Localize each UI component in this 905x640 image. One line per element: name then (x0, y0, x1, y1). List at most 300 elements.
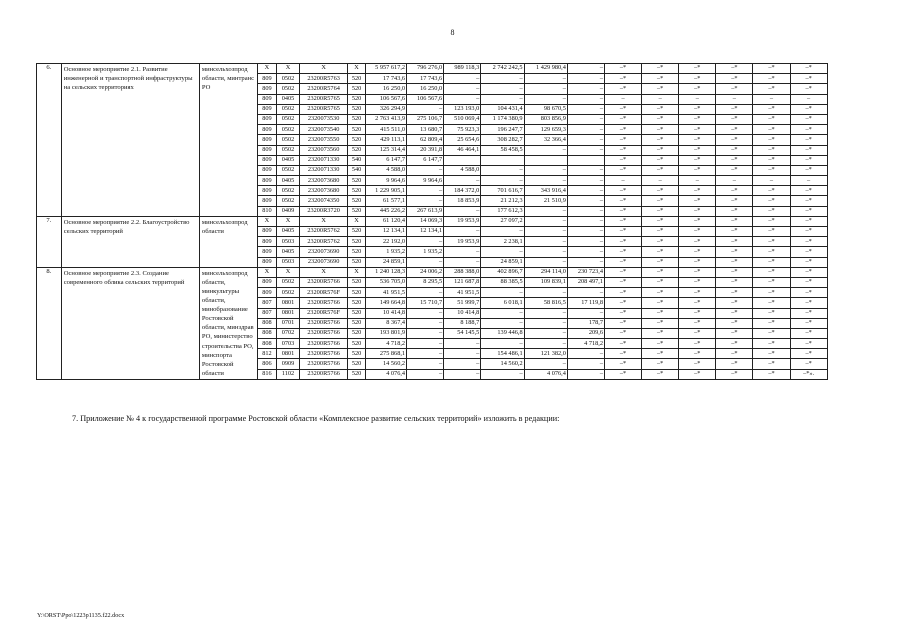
table-row (37, 216, 865, 226)
amount-cell: 14 560,2 (365, 359, 406, 369)
amount-cell: 294 114,0 (524, 267, 567, 277)
budget-code-cell: 23200R5766 (299, 349, 347, 359)
amount-cell: –* (716, 359, 753, 369)
amount-cell: –* (753, 64, 790, 74)
amount-cell: 17 119,8 (567, 298, 604, 308)
budget-code-cell: Х (348, 216, 366, 226)
amount-cell: 32 366,4 (524, 135, 567, 145)
amount-cell: –* (790, 328, 827, 338)
table-row (37, 64, 865, 74)
amount-cell: –* (679, 359, 716, 369)
amount-cell: –* (753, 165, 790, 175)
amount-cell: 58 458,5 (481, 145, 524, 155)
budget-code-cell: 809 (257, 114, 277, 124)
budget-code-cell: 23200R5765 (299, 94, 347, 104)
amount-cell: –* (605, 349, 642, 359)
amount-cell: –* (679, 227, 716, 237)
amount-cell: 21 510,9 (524, 196, 567, 206)
amount-cell: –* (753, 298, 790, 308)
amount-cell: – (524, 216, 567, 226)
budget-code-cell: 520 (348, 84, 366, 94)
amount-cell: 429 113,1 (365, 135, 406, 145)
amount-cell: – (567, 165, 604, 175)
amount-cell: –* (679, 135, 716, 145)
budget-code-cell: Х (299, 64, 347, 74)
file-path-footer: Y:\ORST\Ppo\1223p1135.f22.docx (37, 612, 125, 619)
budget-code-cell: 520 (348, 206, 366, 216)
amount-cell: 5 957 617,2 (365, 64, 406, 74)
amount-cell: –* (790, 196, 827, 206)
budget-code-cell: 809 (257, 186, 277, 196)
amount-cell: –* (716, 227, 753, 237)
amount-cell: – (524, 288, 567, 298)
budget-code-cell: 807 (257, 298, 277, 308)
amount-cell: 14 560,2 (481, 359, 524, 369)
budget-code-cell: 0703 (277, 339, 300, 349)
budget-code-cell: 520 (348, 176, 366, 186)
amount-cell: –* (679, 328, 716, 338)
amount-cell: –* (605, 318, 642, 328)
budget-code-cell: 2320073550 (299, 135, 347, 145)
budget-code-cell: 809 (257, 94, 277, 104)
amount-cell: –* (716, 64, 753, 74)
amount-cell: –* (716, 145, 753, 155)
measure-title: Основное мероприятие 2.2. Благоустройство сельских территорий (61, 216, 199, 267)
amount-cell: 41 951,5 (444, 288, 481, 298)
amount-cell: 21 212,3 (481, 196, 524, 206)
amount-cell: –* (642, 288, 679, 298)
budget-code-cell: 809 (257, 74, 277, 84)
amount-cell: – (567, 176, 604, 186)
amount-cell: –* (716, 125, 753, 135)
budget-code-cell: 540 (348, 155, 366, 165)
budget-code-cell: 520 (348, 247, 366, 257)
amount-cell: – (481, 94, 524, 104)
amount-cell: –* (642, 308, 679, 318)
amount-cell: –* (679, 298, 716, 308)
amount-cell: – (567, 247, 604, 257)
amount-cell: 510 069,4 (444, 114, 481, 124)
budget-code-cell: 0502 (277, 104, 300, 114)
amount-cell: 402 896,7 (481, 267, 524, 277)
amount-cell: –* (642, 227, 679, 237)
amount-cell: – (524, 165, 567, 175)
amount-cell (567, 155, 604, 165)
amount-cell: 16 250,0 (407, 84, 444, 94)
amount-cell: –* (605, 104, 642, 114)
amount-cell: –* (642, 247, 679, 257)
row-number: 8. (37, 267, 62, 379)
budget-code-cell: 807 (257, 308, 277, 318)
amount-cell: –* (605, 125, 642, 135)
budget-code-cell: Х (277, 216, 300, 226)
amount-cell: – (444, 206, 481, 216)
amount-cell: –* (679, 247, 716, 257)
amount-cell: –* (679, 257, 716, 267)
amount-cell: 4 718,2 (567, 339, 604, 349)
amount-cell: 9 964,6 (365, 176, 406, 186)
amount-cell: – (679, 94, 716, 104)
amount-cell: 4 076,4 (365, 369, 406, 379)
budget-code-cell: 520 (348, 339, 366, 349)
budget-code-cell: 0502 (277, 277, 300, 287)
amount-cell: –* (790, 298, 827, 308)
amount-cell: –* (790, 267, 827, 277)
responsible-agency: минсельхозпрод области, минтранс РО (199, 64, 257, 217)
amount-cell: – (407, 359, 444, 369)
budget-code-cell: 520 (348, 74, 366, 84)
amount-cell: –* (679, 216, 716, 226)
amount-cell: –* (753, 318, 790, 328)
amount-cell: – (481, 308, 524, 318)
amount-cell (481, 155, 524, 165)
amount-cell: –* (642, 328, 679, 338)
budget-code-cell: 806 (257, 359, 277, 369)
budget-code-cell: 0405 (277, 176, 300, 186)
amount-cell: –* (642, 257, 679, 267)
amount-cell: – (642, 176, 679, 186)
budget-code-cell: 808 (257, 318, 277, 328)
amount-cell: – (444, 84, 481, 94)
amount-cell: –* (716, 247, 753, 257)
amount-cell: –* (605, 267, 642, 277)
amount-cell: 10 414,8 (444, 308, 481, 318)
amount-cell: – (524, 145, 567, 155)
budget-code-cell: Х (348, 267, 366, 277)
amount-cell: 18 853,9 (444, 196, 481, 206)
amount-cell: 106 567,6 (365, 94, 406, 104)
amount-cell: – (567, 206, 604, 216)
amount-cell: –* (790, 135, 827, 145)
amount-cell: 109 839,1 (524, 277, 567, 287)
amount-cell: 8 188,7 (444, 318, 481, 328)
amount-cell: –* (716, 165, 753, 175)
amount-cell: – (407, 369, 444, 379)
amount-cell: –* (605, 114, 642, 124)
budget-code-cell: 0502 (277, 74, 300, 84)
amount-cell: 1 229 905,1 (365, 186, 406, 196)
budget-code-cell: 520 (348, 125, 366, 135)
amount-cell: –* (605, 216, 642, 226)
amount-cell: 17 743,6 (365, 74, 406, 84)
amount-cell: –* (679, 308, 716, 318)
amount-cell: –* (716, 155, 753, 165)
amount-cell: – (481, 227, 524, 237)
amount-cell: –* (605, 257, 642, 267)
budget-code-cell: 816 (257, 369, 277, 379)
amount-cell: –* (679, 196, 716, 206)
amount-cell: 4 588,0 (444, 165, 481, 175)
responsible-agency: минсельхозпрод области, минкультуры области, минобразование Ростовской области, минздрав РО, министерство строительства РО, минспорта Ростовской области (199, 267, 257, 379)
amount-cell: 12 134,1 (365, 227, 406, 237)
amount-cell: 415 511,0 (365, 125, 406, 135)
amount-cell: –* (790, 288, 827, 298)
responsible-agency: минсельхозпрод области (199, 216, 257, 267)
amount-cell: 2 763 413,9 (365, 114, 406, 124)
amount-cell: – (407, 349, 444, 359)
amount-cell: – (481, 176, 524, 186)
amount-cell: –* (753, 288, 790, 298)
budget-code-cell: 23200R5766 (299, 328, 347, 338)
amount-cell: – (524, 308, 567, 318)
amount-cell: 121 382,0 (524, 349, 567, 359)
amount-cell: 22 192,0 (365, 237, 406, 247)
budget-code-cell: 520 (348, 369, 366, 379)
amount-cell: –* (790, 308, 827, 318)
amount-cell: – (407, 104, 444, 114)
amount-cell: –* (679, 186, 716, 196)
amount-cell: 4 718,2 (365, 339, 406, 349)
budget-code-cell: 520 (348, 349, 366, 359)
amount-cell: 2 238,1 (481, 237, 524, 247)
amount-cell: 61 120,4 (365, 216, 406, 226)
amount-cell: –* (679, 114, 716, 124)
amount-cell: 58 816,5 (524, 298, 567, 308)
amount-cell: –* (679, 84, 716, 94)
page-number: 8 (450, 28, 455, 37)
amount-cell: –* (790, 247, 827, 257)
budget-code-cell: 809 (257, 125, 277, 135)
amount-cell: –* (790, 206, 827, 216)
amount-cell: 177 612,3 (481, 206, 524, 216)
amount-cell: –* (716, 369, 753, 379)
amount-cell: –* (753, 339, 790, 349)
budget-code-cell: 809 (257, 135, 277, 145)
amount-cell: 17 743,6 (407, 74, 444, 84)
budget-code-cell: 520 (348, 237, 366, 247)
amount-cell: 25 654,6 (444, 135, 481, 145)
amount-cell: – (407, 196, 444, 206)
amount-cell: –* (642, 64, 679, 74)
budget-code-cell: Х (257, 64, 277, 74)
amount-cell: – (407, 237, 444, 247)
amount-cell: – (444, 349, 481, 359)
budget-code-cell: 520 (348, 196, 366, 206)
amount-cell: –* (679, 165, 716, 175)
amount-cell: –* (605, 135, 642, 145)
amount-cell: –* (642, 125, 679, 135)
amount-cell: –* (790, 359, 827, 369)
budget-code-cell: 808 (257, 328, 277, 338)
budget-code-cell: 520 (348, 359, 366, 369)
amount-cell: –* (753, 186, 790, 196)
amount-cell: – (481, 84, 524, 94)
amount-cell: – (407, 328, 444, 338)
amount-cell: 129 659,3 (524, 125, 567, 135)
amount-cell: –* (642, 135, 679, 145)
amount-cell: 139 446,8 (481, 328, 524, 338)
amount-cell: –* (753, 155, 790, 165)
amount-cell: –* (605, 247, 642, 257)
amount-cell: 6 018,1 (481, 298, 524, 308)
amount-cell: –* (716, 84, 753, 94)
amount-cell: – (790, 94, 827, 104)
budget-code-cell: Х (299, 216, 347, 226)
amount-cell: –* (753, 125, 790, 135)
amount-cell: – (444, 369, 481, 379)
amount-cell: 61 577,1 (365, 196, 406, 206)
amount-cell: –* (753, 308, 790, 318)
amount-cell: –* (679, 206, 716, 216)
amount-cell: –* (642, 114, 679, 124)
budget-code-cell: 0405 (277, 155, 300, 165)
amount-cell: –* (679, 145, 716, 155)
amount-cell: – (524, 74, 567, 84)
amount-cell: 1 935,2 (365, 247, 406, 257)
budget-code-cell: 520 (348, 186, 366, 196)
amount-cell: – (524, 206, 567, 216)
budget-code-cell: 540 (348, 165, 366, 175)
budget-code-cell: 520 (348, 145, 366, 155)
amount-cell: –* (753, 359, 790, 369)
amount-cell: – (444, 339, 481, 349)
amount-cell: –* (753, 84, 790, 94)
amount-cell: – (716, 176, 753, 186)
amount-cell: – (567, 196, 604, 206)
amount-cell: 12 134,1 (407, 227, 444, 237)
budget-code-cell: 0702 (277, 328, 300, 338)
budget-code-cell: 23200R5766 (299, 369, 347, 379)
amount-cell: –* (716, 288, 753, 298)
amount-cell: –* (716, 104, 753, 114)
budget-code-cell: 23200R5766 (299, 359, 347, 369)
amount-cell: – (567, 288, 604, 298)
amount-cell: – (524, 227, 567, 237)
amount-cell: – (567, 369, 604, 379)
amount-cell: –* (716, 196, 753, 206)
budget-code-cell: 0801 (277, 308, 300, 318)
budget-code-cell: 809 (257, 277, 277, 287)
budget-code-cell: 23200R5764 (299, 84, 347, 94)
amount-cell: –* (679, 237, 716, 247)
amount-cell: –* (605, 196, 642, 206)
budget-code-cell: 23200R5766 (299, 318, 347, 328)
amount-cell: –* (716, 328, 753, 338)
amount-cell: –* (605, 237, 642, 247)
amount-cell: –* (753, 349, 790, 359)
amount-cell (444, 155, 481, 165)
amount-cell: 288 388,0 (444, 267, 481, 277)
amount-cell: –* (605, 206, 642, 216)
amount-cell: –* (753, 206, 790, 216)
amount-cell: – (790, 176, 827, 186)
amount-cell: –* (679, 318, 716, 328)
budget-code-cell: 0503 (277, 237, 300, 247)
amount-cell: 1 174 380,9 (481, 114, 524, 124)
budget-code-cell: 809 (257, 176, 277, 186)
amount-cell: – (524, 237, 567, 247)
budget-code-cell: 23200R3720 (299, 206, 347, 216)
amount-cell: 275 106,7 (407, 114, 444, 124)
budget-code-cell: 809 (257, 104, 277, 114)
amount-cell: –* (642, 298, 679, 308)
amount-cell: 8 367,4 (365, 318, 406, 328)
amount-cell: – (444, 359, 481, 369)
budget-code-cell: 2320073680 (299, 176, 347, 186)
amount-cell: –* (790, 84, 827, 94)
amount-cell: –* (642, 74, 679, 84)
amount-cell: – (567, 114, 604, 124)
amount-cell: 6 147,7 (365, 155, 406, 165)
budget-code-cell: Х (277, 267, 300, 277)
amount-cell: 27 097,2 (481, 216, 524, 226)
amount-cell: –* (790, 125, 827, 135)
amount-cell: –* (642, 349, 679, 359)
amount-cell: 1 429 980,4 (524, 64, 567, 74)
amount-cell: – (481, 165, 524, 175)
amount-cell: –* (642, 104, 679, 114)
amount-cell: –* (790, 339, 827, 349)
amount-cell: –* (716, 349, 753, 359)
amount-cell: – (407, 339, 444, 349)
amount-cell: 51 999,7 (444, 298, 481, 308)
amount-cell: – (524, 318, 567, 328)
budget-code-cell: 0405 (277, 247, 300, 257)
amount-cell: –* (642, 155, 679, 165)
budget-code-cell: 0502 (277, 114, 300, 124)
budget-code-cell: 0503 (277, 257, 300, 267)
amount-cell: – (407, 257, 444, 267)
amount-cell: –* (790, 145, 827, 155)
amount-cell: –* (753, 369, 790, 379)
amount-cell: –* (642, 237, 679, 247)
budget-code-cell: 520 (348, 104, 366, 114)
budget-code-cell: 23200R5762 (299, 227, 347, 237)
row-number: 7. (37, 216, 62, 267)
amount-cell: – (642, 94, 679, 104)
amount-cell: 54 145,5 (444, 328, 481, 338)
amount-cell: 209,6 (567, 328, 604, 338)
amount-cell: 9 964,6 (407, 176, 444, 186)
amount-cell: – (567, 74, 604, 84)
amount-cell: – (444, 94, 481, 104)
budget-code-cell: Х (257, 267, 277, 277)
amount-cell: – (567, 104, 604, 114)
amount-cell: –* (642, 206, 679, 216)
amount-cell: –* (605, 339, 642, 349)
amount-cell: – (753, 176, 790, 186)
budget-code-cell: 812 (257, 349, 277, 359)
amount-cell: –* (753, 247, 790, 257)
amount-cell: – (679, 176, 716, 186)
amount-cell: –* (642, 186, 679, 196)
amount-cell: – (481, 369, 524, 379)
budget-code-cell: 0405 (277, 227, 300, 237)
amount-cell: – (567, 125, 604, 135)
amount-cell: – (567, 257, 604, 267)
budget-code-cell: 809 (257, 165, 277, 175)
budget-code-cell: 808 (257, 339, 277, 349)
amount-cell: – (524, 328, 567, 338)
amount-cell: –* (753, 216, 790, 226)
budget-code-cell: 520 (348, 135, 366, 145)
budget-code-cell: 520 (348, 277, 366, 287)
amount-cell: –* (679, 349, 716, 359)
budget-code-cell: 0409 (277, 206, 300, 216)
amount-cell: –* (716, 318, 753, 328)
amount-cell: – (567, 84, 604, 94)
amount-cell: –* (605, 328, 642, 338)
amount-cell: – (407, 318, 444, 328)
amount-cell: –* (790, 74, 827, 84)
amount-cell: – (567, 145, 604, 155)
table-row (37, 267, 865, 277)
amount-cell: –* (716, 298, 753, 308)
amount-cell: –* (716, 237, 753, 247)
amount-cell: 46 464,1 (444, 145, 481, 155)
amount-cell: 16 250,0 (365, 84, 406, 94)
amount-cell: –* (753, 74, 790, 84)
